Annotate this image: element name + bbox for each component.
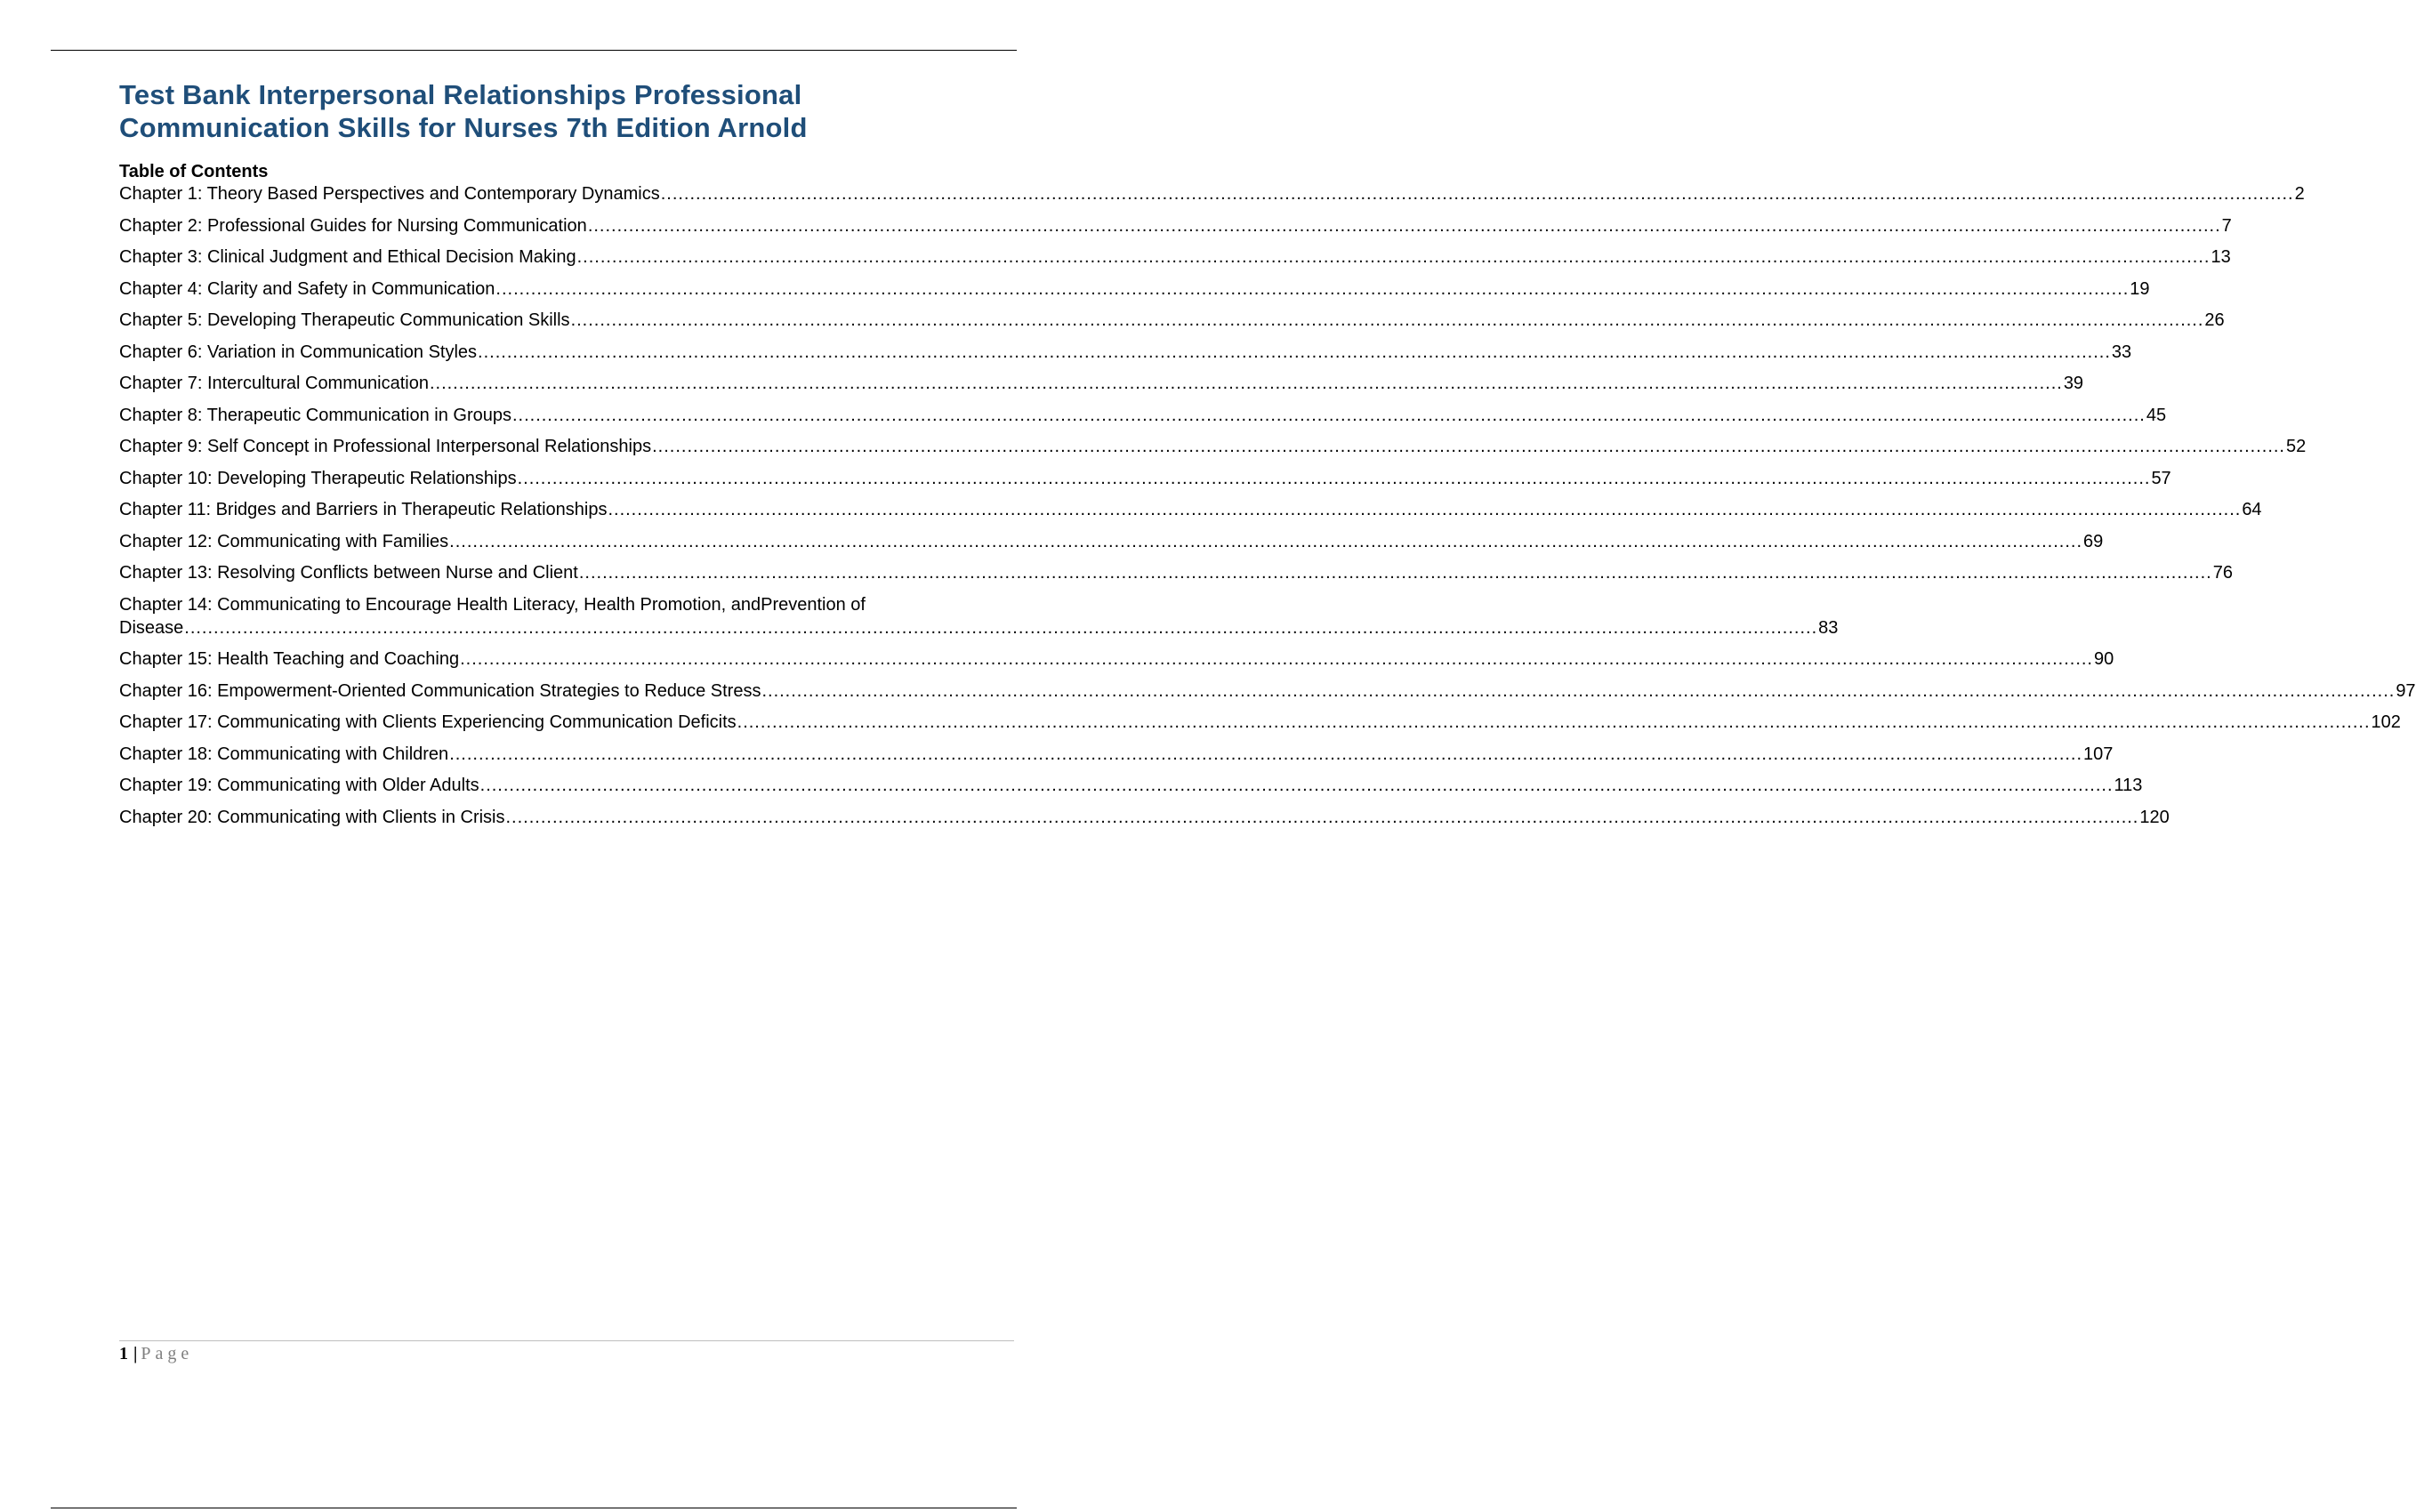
toc-entry-chapter-19[interactable] bbox=[119, 774, 2143, 797]
toc-leader bbox=[449, 530, 2082, 553]
toc-entry-chapter-12[interactable] bbox=[119, 530, 2104, 553]
toc-entry-page: 64 bbox=[2242, 500, 2262, 519]
toc-entry-page: 13 bbox=[2211, 247, 2231, 267]
toc-entry-chapter-14[interactable] bbox=[119, 593, 1839, 639]
toc-entry-chapter-9[interactable] bbox=[119, 435, 2307, 458]
toc-entry-page: 113 bbox=[2114, 776, 2143, 795]
toc-leader bbox=[478, 341, 2111, 364]
toc-entry-page: 90 bbox=[2093, 649, 2114, 669]
toc-entry-title: Chapter 2: Professional Guides for Nursing Communication bbox=[119, 215, 587, 236]
toc-entry-page: 69 bbox=[2083, 531, 2104, 551]
toc-entry-title: Chapter 18: Communicating with Children bbox=[119, 744, 449, 764]
footer-page-number: 1 bbox=[119, 1344, 128, 1363]
toc-entry-title-line-1: Chapter 14: Communicating to Encourage Health Literacy, Health Promotion, andPrevention of bbox=[119, 594, 866, 615]
toc-leader bbox=[460, 647, 2093, 671]
toc-entry-chapter-13[interactable] bbox=[119, 561, 2233, 584]
toc-entry-chapter-7[interactable] bbox=[119, 372, 2084, 395]
toc-leader bbox=[588, 214, 2221, 237]
toc-entry-chapter-4[interactable] bbox=[119, 277, 2150, 301]
toc-leader bbox=[518, 467, 2151, 490]
toc-entry-page: 2 bbox=[2294, 184, 2305, 204]
toc-entry-chapter-11[interactable] bbox=[119, 498, 2262, 521]
toc-entry-title: Chapter 15: Health Teaching and Coaching bbox=[119, 649, 460, 669]
toc-entry-chapter-20[interactable] bbox=[119, 806, 2170, 829]
toc-entry-title: Chapter 11: Bridges and Barriers in Therapeutic Relationships bbox=[119, 500, 608, 519]
toc-leader bbox=[579, 561, 2212, 584]
footer-page-label: Page bbox=[141, 1344, 194, 1363]
toc-entry-chapter-10[interactable] bbox=[119, 467, 2171, 490]
toc-entry-chapter-8[interactable] bbox=[119, 404, 2167, 427]
document-page bbox=[119, 78, 2416, 837]
toc-entry-title: Chapter 5: Developing Therapeutic Communication Skills bbox=[119, 310, 570, 330]
toc-entry-title: Chapter 6: Variation in Communication Styles bbox=[119, 342, 478, 362]
toc-entry-title: Chapter 17: Communicating with Clients Experiencing Communication Deficits bbox=[119, 712, 737, 732]
toc-leader bbox=[506, 806, 2139, 829]
document-title-line-1: Test Bank Interpersonal Relationships Professional bbox=[119, 79, 802, 110]
toc-entry-page: 57 bbox=[2151, 468, 2171, 488]
toc-entry-title: Chapter 13: Resolving Conflicts between Nurse and Client bbox=[119, 563, 578, 583]
toc-entry-title: Chapter 3: Clinical Judgment and Ethical Decision Making bbox=[119, 247, 576, 267]
toc-entry-page: 102 bbox=[2371, 712, 2401, 732]
toc-entry-chapter-5[interactable] bbox=[119, 309, 2225, 332]
toc-entry-chapter-17[interactable] bbox=[119, 711, 2401, 734]
toc-entry-page: 33 bbox=[2111, 342, 2132, 362]
header-rule bbox=[51, 50, 1017, 51]
toc-entry-page: 97 bbox=[2396, 680, 2416, 701]
toc-entry-page: 83 bbox=[1818, 617, 1839, 638]
toc-entry-page: 107 bbox=[2083, 744, 2114, 764]
toc-leader bbox=[184, 616, 1817, 639]
toc-leader bbox=[577, 245, 2211, 269]
toc-entry-page: 19 bbox=[2130, 278, 2150, 299]
toc-entry-chapter-6[interactable] bbox=[119, 341, 2132, 364]
toc-entry-title: Chapter 1: Theory Based Perspectives and Contemporary Dynamics bbox=[119, 184, 660, 204]
toc-entry-title: Chapter 4: Clarity and Safety in Communication bbox=[119, 278, 495, 299]
table-of-contents bbox=[119, 182, 2416, 829]
toc-leader bbox=[608, 498, 2241, 521]
toc-entry-chapter-3[interactable] bbox=[119, 245, 2231, 269]
toc-entry-page: 120 bbox=[2139, 807, 2170, 827]
toc-entry-page: 26 bbox=[2204, 310, 2225, 330]
toc-leader bbox=[480, 774, 2114, 797]
toc-entry-page: 39 bbox=[2063, 374, 2084, 393]
toc-entry-chapter-15[interactable] bbox=[119, 647, 2114, 671]
toc-entry-title: Chapter 16: Empowerment-Oriented Communication Strategies to Reduce Stress bbox=[119, 680, 761, 701]
toc-leader bbox=[512, 404, 2146, 427]
toc-entry-title: Chapter 9: Self Concept in Professional Interpersonal Relationships bbox=[119, 437, 652, 456]
toc-entry-title: Chapter 20: Communicating with Clients in Crisis bbox=[119, 807, 505, 827]
document-title bbox=[119, 78, 1011, 144]
toc-leader bbox=[495, 277, 2129, 301]
toc-entry-title-line-2: Disease bbox=[119, 617, 184, 638]
toc-entry-title: Chapter 19: Communicating with Older Adults bbox=[119, 776, 479, 795]
toc-entry-page: 76 bbox=[2212, 563, 2233, 583]
page-footer bbox=[119, 1343, 193, 1364]
toc-entry-title: Chapter 10: Developing Therapeutic Relationships bbox=[119, 468, 517, 488]
toc-entry-chapter-1[interactable] bbox=[119, 182, 2305, 205]
toc-entry-title: Chapter 12: Communicating with Families bbox=[119, 531, 449, 551]
toc-entry-page: 7 bbox=[2221, 215, 2232, 236]
toc-entry-chapter-18[interactable] bbox=[119, 743, 2114, 766]
toc-leader bbox=[761, 680, 2395, 703]
footer-rule bbox=[119, 1340, 1014, 1341]
footer-separator: | bbox=[133, 1344, 138, 1363]
toc-leader bbox=[430, 372, 2063, 395]
toc-entry-title: Chapter 8: Therapeutic Communication in Groups bbox=[119, 405, 511, 425]
toc-leader bbox=[652, 435, 2285, 458]
toc-entry-page: 52 bbox=[2285, 437, 2307, 456]
document-title-line-2: Communication Skills for Nurses 7th Edition Arnold bbox=[119, 112, 808, 143]
toc-leader bbox=[737, 711, 2371, 734]
toc-entry-chapter-16[interactable] bbox=[119, 680, 2416, 703]
toc-heading: Table of Contents bbox=[119, 162, 269, 181]
toc-leader bbox=[571, 309, 2204, 332]
toc-entry-title: Chapter 7: Intercultural Communication bbox=[119, 374, 429, 393]
toc-entry-page: 45 bbox=[2146, 405, 2167, 425]
toc-leader bbox=[449, 743, 2082, 766]
toc-entry-chapter-2[interactable] bbox=[119, 214, 2232, 237]
toc-leader bbox=[661, 182, 2294, 205]
